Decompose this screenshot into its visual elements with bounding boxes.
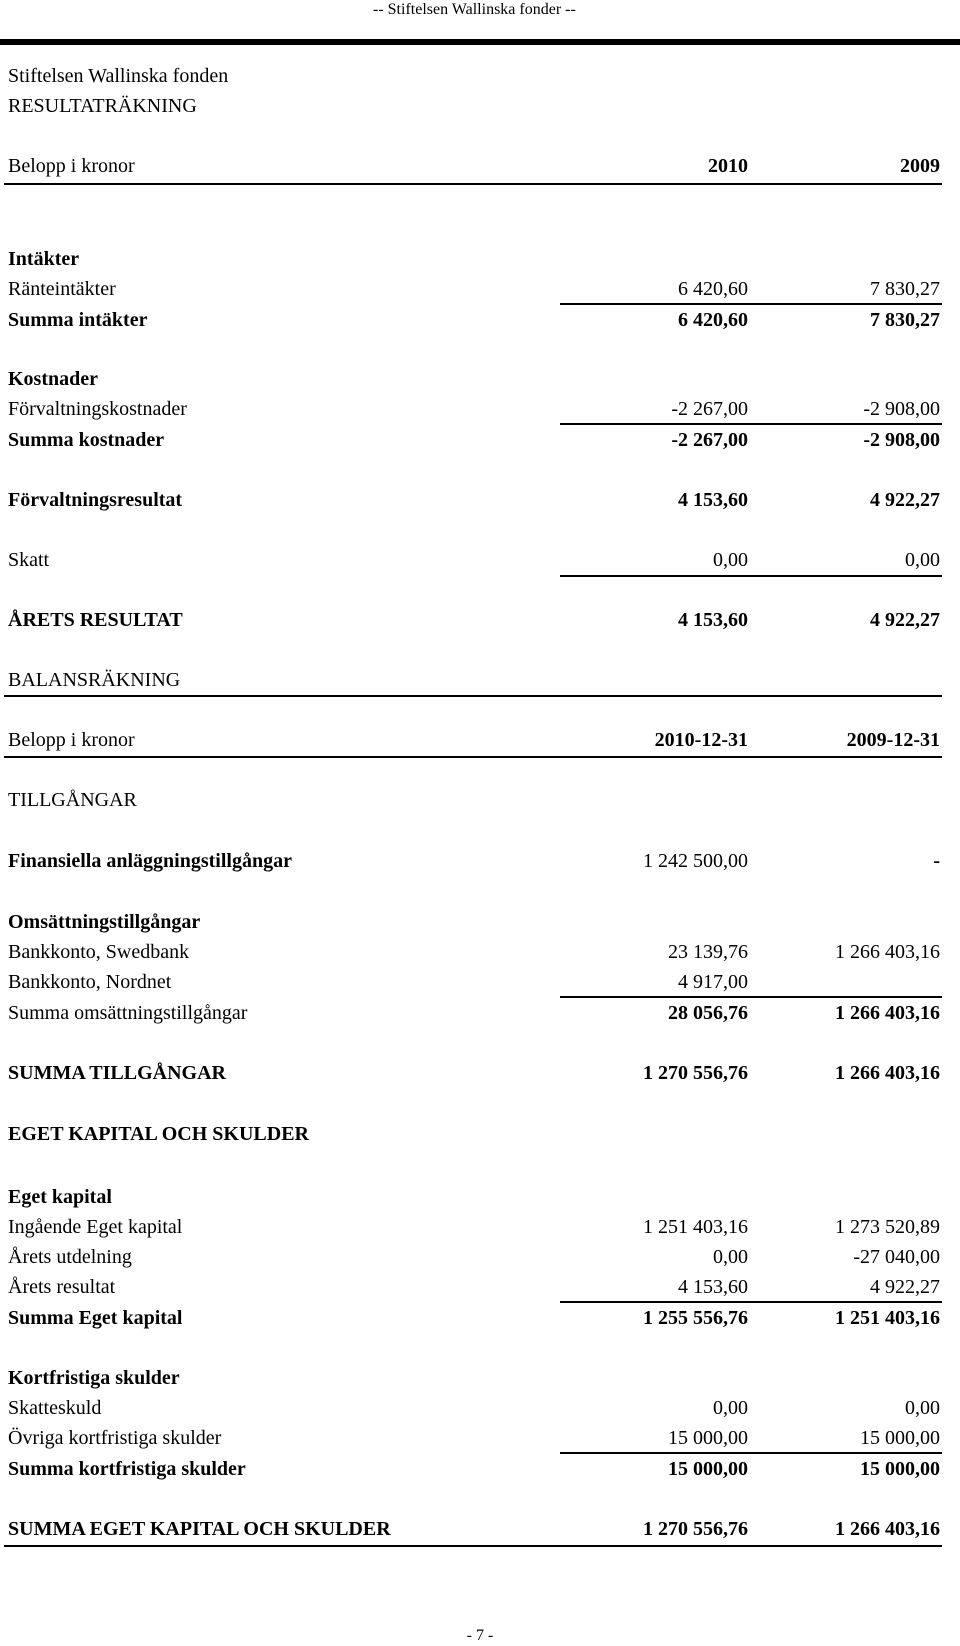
balance-header-row: [0, 725, 960, 755]
table-row: [0, 1393, 960, 1423]
page-number: - 7 -: [466, 1627, 494, 1644]
sum-row: [0, 998, 960, 1028]
result-row: [0, 605, 960, 635]
currency-label: Belopp i kronor: [8, 729, 135, 751]
row-label: Årets resultat: [8, 1276, 116, 1298]
current-assets-heading: Omsättningstillgångar: [8, 911, 201, 933]
table-row: [0, 937, 960, 967]
value-2009: -27 040,00: [853, 1246, 940, 1268]
row-label: Ingående Eget kapital: [8, 1216, 183, 1238]
value-2009: 0,00: [905, 549, 940, 571]
document-subtitle: RESULTATRÄKNING: [8, 95, 197, 117]
value-2010: 4 153,60: [678, 489, 748, 511]
table-row: [0, 967, 960, 997]
row-label: Summa kortfristiga skulder: [8, 1458, 246, 1480]
rule: [4, 695, 942, 697]
table-row: [0, 545, 960, 575]
row-label: Bankkonto, Nordnet: [8, 971, 172, 993]
table-row: [0, 846, 960, 876]
section-heading: [0, 1119, 960, 1149]
rule: [4, 183, 942, 185]
value-2010: 28 056,76: [668, 1002, 748, 1024]
section-heading: [0, 364, 960, 394]
document-subtitle-row: [0, 91, 960, 121]
rule: [4, 756, 942, 758]
value-2010: -2 267,00: [671, 398, 748, 420]
row-label: Bankkonto, Swedbank: [8, 941, 190, 963]
row-label: Ränteintäkter: [8, 278, 116, 300]
grand-total-row: [0, 1514, 960, 1544]
equity-heading: Eget kapital: [8, 1186, 112, 1208]
column-header-2009-12-31: 2009-12-31: [846, 729, 940, 751]
value-2010: 1 242 500,00: [643, 850, 748, 872]
row-label: Summa kostnader: [8, 429, 165, 451]
table-row: [0, 1242, 960, 1272]
running-header: [0, 0, 960, 22]
row-label: Finansiella anläggningstillgångar: [8, 850, 292, 872]
value-2009: 4 922,27: [870, 609, 940, 631]
row-label: Förvaltningsresultat: [8, 489, 183, 511]
value-2009: 1 251 403,16: [835, 1307, 940, 1329]
row-label: Årets utdelning: [8, 1246, 132, 1268]
sum-rule: [560, 575, 942, 577]
document-title: Stiftelsen Wallinska fonden: [8, 65, 229, 87]
value-2009: 1 266 403,16: [835, 1002, 940, 1024]
value-2010: 4 917,00: [678, 971, 748, 993]
value-2010: 1 251 403,16: [643, 1216, 748, 1238]
value-2009: 1 266 403,16: [835, 941, 940, 963]
sum-row: [0, 1454, 960, 1484]
column-header-2010: 2010: [708, 155, 748, 177]
costs-heading: Kostnader: [8, 368, 98, 390]
value-2009: 1 266 403,16: [835, 1518, 940, 1540]
balance-heading-row: [0, 665, 960, 695]
row-label: Summa Eget kapital: [8, 1307, 183, 1329]
value-2009: -2 908,00: [863, 398, 940, 420]
assets-heading: TILLGÅNGAR: [8, 789, 137, 811]
value-2010: 0,00: [713, 1246, 748, 1268]
currency-label: Belopp i kronor: [8, 155, 135, 177]
value-2009: -: [933, 850, 940, 872]
value-2009: -2 908,00: [863, 429, 940, 451]
row-label: Övriga kortfristiga skulder: [8, 1427, 222, 1449]
column-header-2009: 2009: [900, 155, 940, 177]
total-row: [0, 1058, 960, 1088]
section-heading: [0, 1363, 960, 1393]
row-label: Förvaltningskostnader: [8, 398, 187, 420]
value-2010: 23 139,76: [668, 941, 748, 963]
row-label: Skatt: [8, 549, 50, 571]
value-2010: 4 153,60: [678, 1276, 748, 1298]
value-2009: 7 830,27: [870, 278, 940, 300]
table-row: [0, 394, 960, 424]
table-row: [0, 1212, 960, 1242]
table-row: [0, 1272, 960, 1302]
sum-row: [0, 1303, 960, 1333]
sum-row: [0, 305, 960, 335]
short-term-debt-heading: Kortfristiga skulder: [8, 1367, 180, 1389]
section-heading: [0, 907, 960, 937]
section-heading: [0, 1182, 960, 1212]
section-heading: [0, 785, 960, 815]
sum-row: [0, 425, 960, 455]
value-2010: 0,00: [713, 1397, 748, 1419]
value-2009: 15 000,00: [860, 1427, 940, 1449]
header-rule: [0, 39, 960, 45]
row-label: Skatteskuld: [8, 1397, 102, 1419]
value-2010: 6 420,60: [678, 278, 748, 300]
value-2010: 0,00: [713, 549, 748, 571]
value-2009: 0,00: [905, 1397, 940, 1419]
value-2009: 7 830,27: [870, 309, 940, 331]
document-title-row: [0, 61, 960, 91]
value-2009: 1 273 520,89: [835, 1216, 940, 1238]
value-2010: 6 420,60: [678, 309, 748, 331]
balance-heading: BALANSRÄKNING: [8, 669, 181, 691]
row-label: Summa omsättningstillgångar: [8, 1002, 248, 1024]
value-2010: 1 270 556,76: [643, 1062, 748, 1084]
value-2009: 1 266 403,16: [835, 1062, 940, 1084]
row-label: SUMMA TILLGÅNGAR: [8, 1062, 226, 1084]
value-2009: 15 000,00: [860, 1458, 940, 1480]
income-header-row: [0, 151, 960, 181]
row-label: Summa intäkter: [8, 309, 148, 331]
table-row: [0, 1423, 960, 1453]
value-2010: 15 000,00: [668, 1427, 748, 1449]
column-header-2010-12-31: 2010-12-31: [654, 729, 748, 751]
section-heading: [0, 244, 960, 274]
equity-liabilities-heading: EGET KAPITAL OCH SKULDER: [8, 1123, 309, 1145]
rule: [4, 1545, 942, 1547]
value-2010: 15 000,00: [668, 1458, 748, 1480]
row-label: SUMMA EGET KAPITAL OCH SKULDER: [8, 1518, 391, 1540]
row-label: ÅRETS RESULTAT: [8, 609, 183, 631]
value-2010: 4 153,60: [678, 609, 748, 631]
sum-row: [0, 485, 960, 515]
table-row: [0, 274, 960, 304]
running-header-text: -- Stiftelsen Wallinska fonder --: [373, 1, 576, 18]
value-2009: 4 922,27: [870, 1276, 940, 1298]
value-2010: 1 270 556,76: [643, 1518, 748, 1540]
value-2010: -2 267,00: [671, 429, 748, 451]
income-heading: Intäkter: [8, 248, 80, 270]
value-2010: 1 255 556,76: [643, 1307, 748, 1329]
value-2009: 4 922,27: [870, 489, 940, 511]
